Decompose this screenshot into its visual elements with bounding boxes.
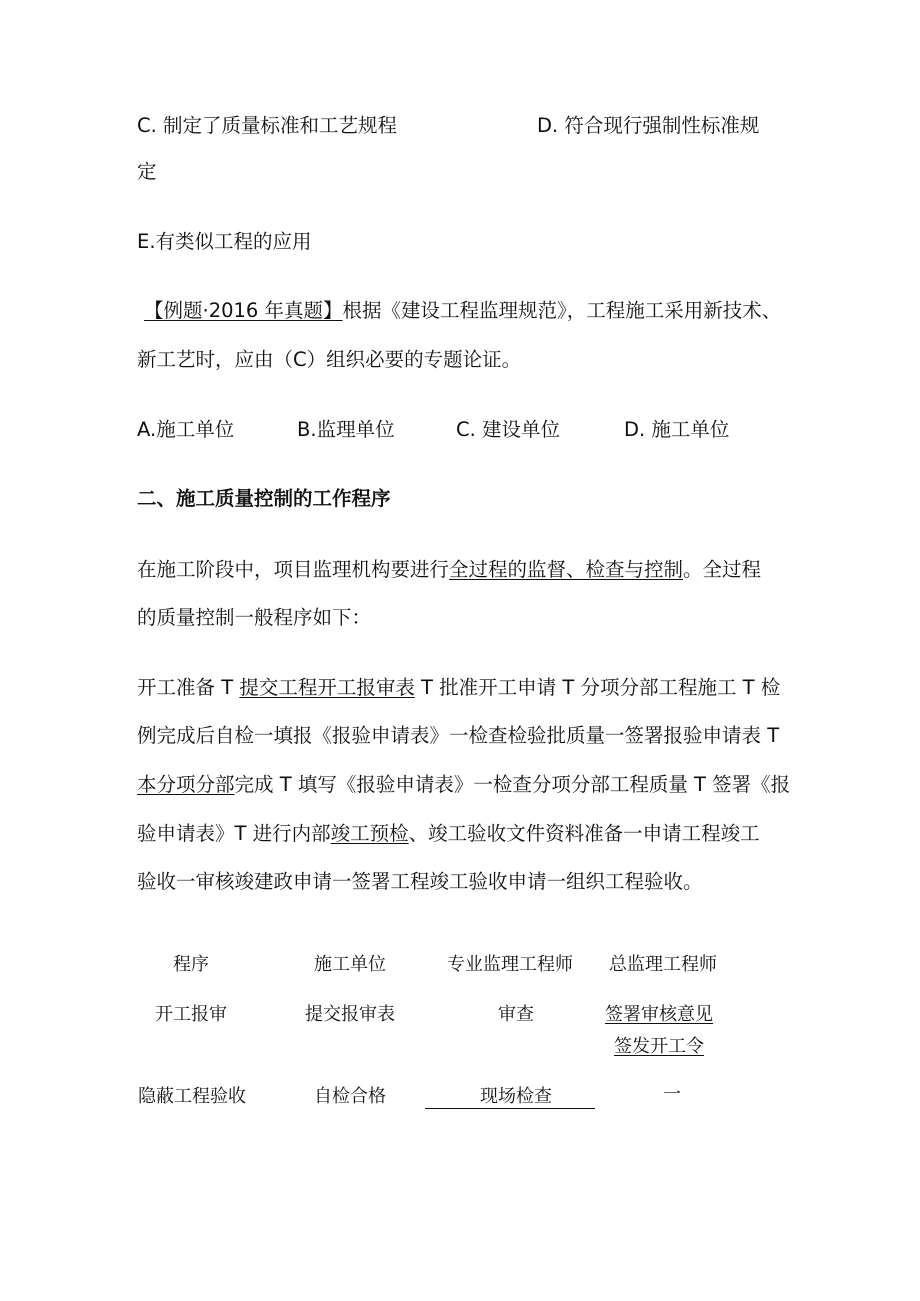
- example-option-a: A.施工单位: [137, 418, 235, 441]
- table-header-chief-supervisor: 总监理工程师: [609, 954, 717, 975]
- paragraph1-line2: 的质量控制一般程序如下：: [137, 606, 372, 629]
- flow-l4-underlined: 竣工预检: [330, 822, 409, 845]
- option-d-continuation: 定: [137, 160, 157, 183]
- flow-l3-b: 完成 T 填写《报验申请表》一检查分项分部工程质量 T 签署《报: [234, 773, 791, 796]
- table-row1-chief-line1: 签署审核意见: [605, 1004, 713, 1025]
- flow-l4-a: 验申请表》T 进行内部: [137, 822, 331, 845]
- p1-text-b: 。全过程: [683, 558, 762, 581]
- flow-l1-underlined: 提交工程开工报审表: [239, 676, 415, 699]
- section-heading: 二、施工质量控制的工作程序: [137, 487, 391, 510]
- flow-l3-underlined: 本分项分部: [137, 773, 235, 796]
- flow-l1-a: 开工准备 T: [137, 676, 240, 699]
- option-d: D. 符合现行强制性标准规: [537, 114, 760, 137]
- example-tag: 【例题·2016 年真题】: [144, 299, 343, 322]
- example-option-d: D. 施工单位: [624, 418, 730, 441]
- flow-line3: [137, 773, 790, 797]
- flow-line4: [137, 822, 760, 846]
- table-row1-chief-line2: 签发开工令: [614, 1036, 704, 1057]
- example-option-c: C. 建设单位: [456, 418, 561, 441]
- table-row1-contractor: 提交报审表: [305, 1004, 395, 1025]
- table-header-procedure: 程序: [173, 954, 209, 975]
- flow-line2: 例完成后自检一填报《报验申请表》一检查检验批质量一签署报验申请表 T: [137, 724, 780, 747]
- table-row1-supervisor: 审查: [498, 1004, 534, 1025]
- p1-text-a: 在施工阶段中，项目监理机构要进行: [137, 558, 450, 581]
- option-e: E.有类似工程的应用: [137, 230, 312, 253]
- example-text1: 根据《建设工程监理规范》，工程施工采用新技术、: [342, 299, 782, 322]
- option-c: C. 制定了质量标准和工艺规程: [137, 114, 398, 137]
- paragraph1-line1: [137, 558, 761, 582]
- p1-underlined: 全过程的监督、检查与控制: [449, 558, 684, 581]
- example-question-line1: [144, 299, 781, 323]
- table-row2-supervisor: 现场检查: [480, 1086, 552, 1107]
- flow-l4-b: 、竣工验收文件资料准备一申请工程竣工: [408, 822, 760, 845]
- table-row2-chief: 一: [663, 1084, 681, 1105]
- table-row1-procedure: 开工报审: [155, 1004, 227, 1025]
- flow-line1: [137, 676, 780, 700]
- example-question-line2: 新工艺时，应由（C）组织必要的专题论证。: [137, 348, 522, 371]
- table-row2-contractor: 自检合格: [314, 1086, 386, 1107]
- table-row2-procedure: 隐蔽工程验收: [138, 1086, 246, 1107]
- table-row2-supervisor-rule: [425, 1108, 595, 1109]
- flow-line5: 验收一审核竣建政申请一签署工程竣工验收申请一组织工程验收。: [137, 870, 703, 893]
- table-header-contractor: 施工单位: [314, 954, 386, 975]
- table-header-supervisor: 专业监理工程师: [447, 954, 573, 975]
- flow-l1-b: T 批准开工申请 T 分项分部工程施工 T 检: [414, 676, 781, 699]
- example-option-b: B.监理单位: [297, 418, 395, 441]
